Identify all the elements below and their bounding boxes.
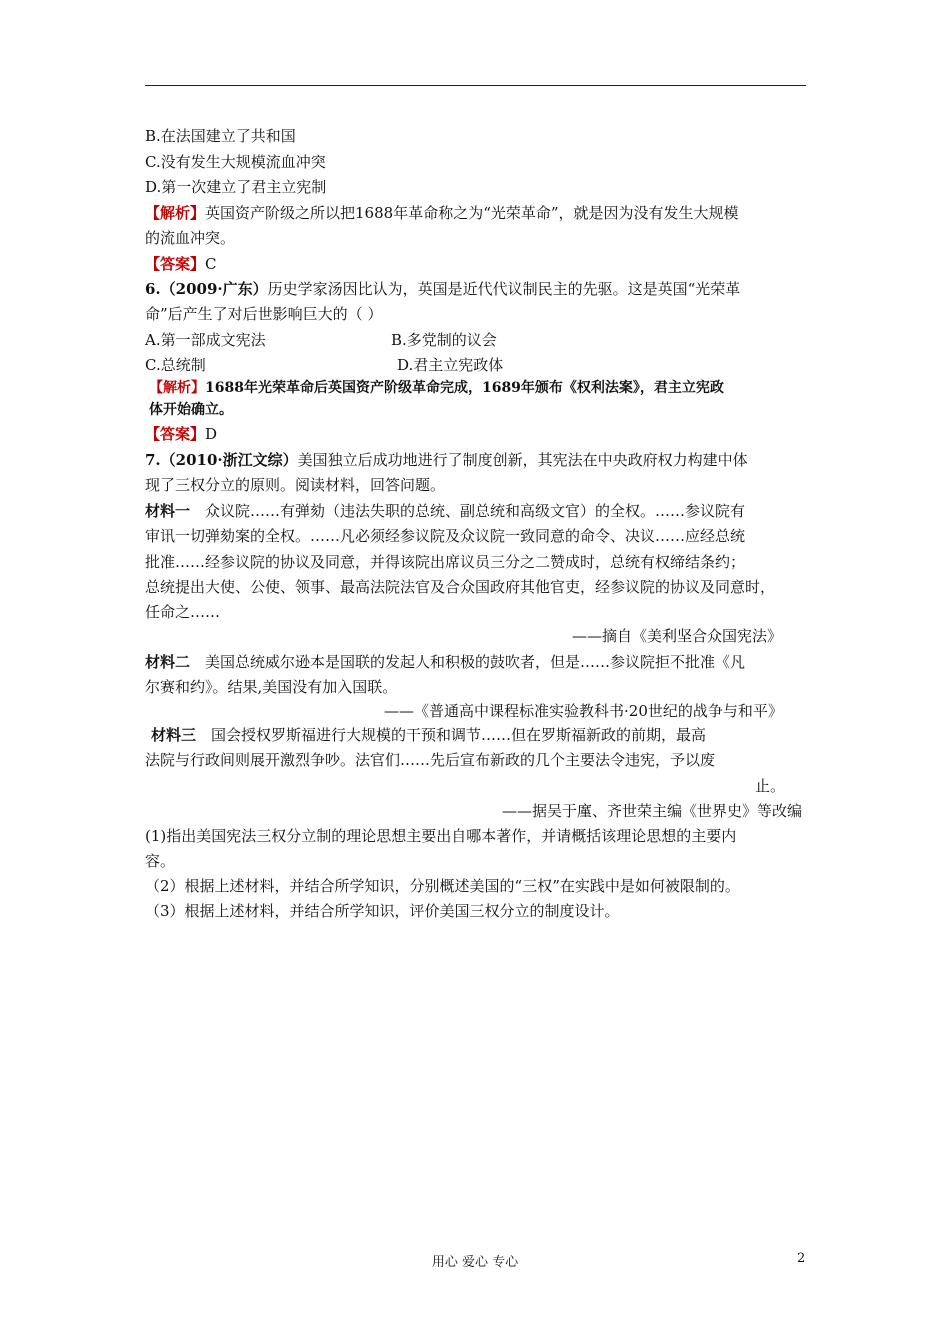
subquestion-1-line1: (1)指出美国宪法三权分立制的理论思想主要出自哪本著作，并请概括该理论思想的主要内 (145, 827, 737, 845)
footer-slogan: 用心 爱心 专心 (431, 1255, 519, 1270)
answer-q5: 【答案】C (145, 255, 217, 273)
material-1-line4: 总统提出大使、公使、领事、最高法院法官及合众国政府其他官吏，经参议院的协议及同意时， (145, 578, 776, 596)
analysis-q5-line1: 【解析】英国资产阶级之所以把1688年革命称之为“光荣革命”，就是因为没有发生大规模 (145, 204, 739, 222)
option-a-q6: A.第一部成文宪法 (145, 331, 266, 349)
material-3-line3: 止。 (755, 777, 786, 795)
answer-tag: 【答案】 (145, 255, 206, 273)
option-d-q6: D.君主立宪政体 (397, 356, 504, 374)
subquestion-2: （2）根据上述材料，并结合所学知识，分别概述美国的“三权”在实践中是如何被限制的。 (145, 877, 740, 895)
option-c: C.没有发生大规模流血冲突 (145, 153, 326, 171)
analysis-q6-line2: 体开始确立。 (149, 402, 233, 418)
subquestion-3: （3）根据上述材料，并结合所学知识，评价美国三权分立的制度设计。 (145, 902, 620, 920)
question-7-number: 7.（2010·浙江文综） (145, 451, 298, 469)
material-2-line2: 尔赛和约》。结果,美国没有加入国联。 (145, 678, 398, 696)
material-1-line1: 材料一 众议院……有弹劾（违法失职的总统、副总统和高级文官）的全权。……参议院有 (145, 502, 746, 520)
material-1-line3: 批准……经参议院的协议及同意，并得该院出席议员三分之二赞成时，总统有权缔结条约； (145, 553, 746, 571)
option-b: B.在法国建立了共和国 (145, 127, 296, 145)
option-d: D.第一次建立了君主立宪制 (145, 178, 327, 196)
analysis-tag: 【解析】 (145, 204, 206, 222)
material-2-label: 材料二 (145, 653, 191, 671)
question-7-line2: 现了三权分立的原则。阅读材料，回答问题。 (145, 476, 446, 494)
material-3-line1: 材料三 国会授权罗斯福进行大规模的干预和调节……但在罗斯福新政的前期，最高 (151, 726, 707, 744)
analysis-q6-line1: 【解析】1688年光荣革命后英国资产阶级革命完成，1689年颁布《权利法案》，君主立宪政 (149, 380, 724, 396)
material-1-label: 材料一 (145, 502, 191, 520)
option-c-q6: C.总统制 (145, 356, 206, 374)
answer-tag: 【答案】 (145, 425, 206, 443)
material-2-source: ——《普通高中课程标准实验教科书·20世纪的战争与和平》 (384, 702, 783, 720)
analysis-tag: 【解析】 (149, 380, 205, 396)
question-6-number: 6.（2009·广东） (145, 280, 268, 298)
material-1-line2: 审讯一切弹劾案的全权。……凡必须经参议院及众议院一致同意的命令、决议……应经总统 (145, 527, 746, 545)
material-2-line1: 材料二 美国总统威尔逊本是国联的发起人和积极的鼓吹者，但是……参议院拒不批准《凡 (145, 653, 746, 671)
material-1-source: ——摘自《美利坚合众国宪法》 (572, 627, 783, 645)
material-1-line5: 任命之…… (145, 603, 221, 621)
answer-q6: 【答案】D (145, 425, 218, 443)
question-6-line1: 6.（2009·广东）历史学家汤因比认为，英国是近代代议制民主的先驱。这是英国“光荣革 (145, 280, 741, 298)
material-3-line2: 法院与行政间则展开激烈争吵。法官们……先后宣布新政的几个主要法令违宪，予以废 (145, 751, 716, 769)
analysis-q5-line2: 的流血冲突。 (145, 229, 236, 247)
option-b-q6: B.多党制的议会 (391, 331, 497, 349)
material-3-label: 材料三 (151, 726, 197, 744)
subquestion-1-line2: 容。 (145, 852, 176, 870)
material-3-source: ——据吴于廑、齐世荣主编《世界史》等改编 (502, 802, 803, 820)
header-rule (145, 85, 806, 86)
page-number: 2 (797, 1251, 806, 1266)
question-7-line1: 7.（2010·浙江文综）美国独立后成功地进行了制度创新，其宪法在中央政府权力构建中体 (145, 451, 748, 469)
question-6-line2: 命”后产生了对后世影响巨大的（ ） (145, 305, 383, 323)
